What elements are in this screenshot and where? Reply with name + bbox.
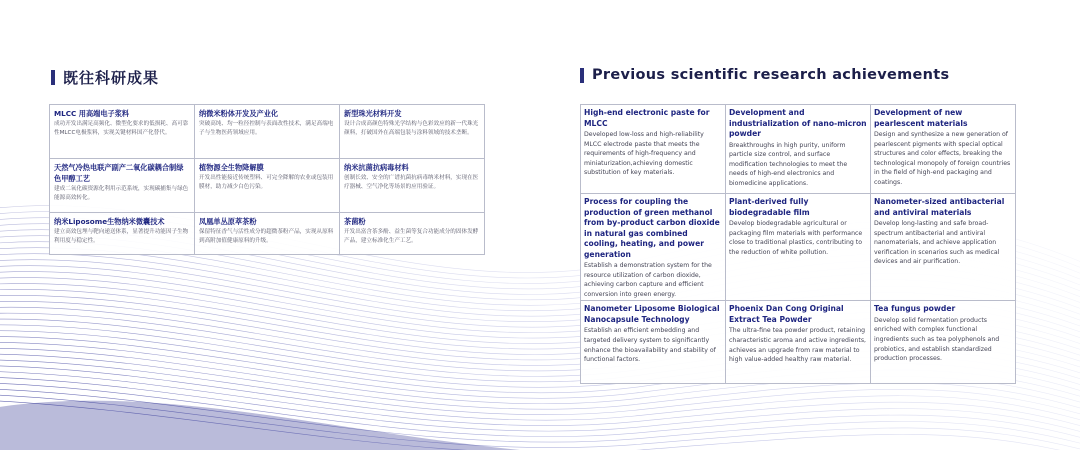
- cn-cell: [50, 105, 195, 159]
- cn-cell-desc: 突破高纯、均一粒径控制与表面改性技术，满足高端电子与生物医药领域应用。: [199, 121, 334, 136]
- cn-cell-title: 纳米Liposome生物纳米微囊技术: [54, 217, 165, 226]
- cn-cell: [340, 213, 485, 255]
- en-cell-title: Development of new pearlescent materials: [874, 108, 968, 128]
- cn-cell: [50, 159, 195, 213]
- en-cell-desc: Develop biodegradable agricultural or packaging film materials with performance close to traditional plastics, contributing to the reduction of white pollution.: [729, 220, 863, 256]
- cn-cell-title: 纳微米粉体开发及产业化: [199, 109, 279, 118]
- en-cell-desc: Establish a demonstration system for the resource utilization of carbon dioxide, achieving carbon capture and efficient conversion into green energy.: [584, 262, 712, 298]
- cn-cell-title: MLCC 用高端电子浆料: [54, 109, 130, 118]
- en-cell: [581, 301, 726, 384]
- en-cell-title: High-end electronic paste for MLCC: [584, 108, 710, 128]
- cn-cell: [195, 213, 340, 255]
- cn-cell-title: 茶菌粉: [344, 217, 366, 226]
- en-cell: [726, 301, 871, 384]
- cn-section-heading: [51, 67, 159, 88]
- cn-cell-desc: 设计合成高颜色特殊光学结构与色彩效应的新一代珠光颜料，打破国外在高端包装与涂料领域的技术垄断。: [344, 121, 479, 136]
- en-cell-title: Phoenix Dan Cong Original Extract Tea Powder: [729, 304, 844, 324]
- en-cell: [726, 105, 871, 194]
- cn-cell: [195, 105, 340, 159]
- en-cell: [726, 194, 871, 301]
- heading-accent-bar: [51, 70, 55, 85]
- cn-cell-title: 天然气冷热电联产副产二氧化碳耦合制绿色甲醇工艺: [54, 163, 184, 183]
- cn-cell-title: 纳米抗菌抗病毒材料: [344, 163, 409, 172]
- en-cell-desc: Develop long-lasting and safe broad-spectrum antibacterial and antiviral nanomaterials, and achieve application verification in scenarios such as medical devices and air purification.: [874, 220, 1000, 266]
- en-cell-desc: Establish an efficient embedding and targeted delivery system to significantly enhance the bioavailability and stability of functional factors.: [584, 327, 716, 364]
- cn-cell: [50, 213, 195, 255]
- cn-cell-title: 新型珠光材料开发: [344, 109, 402, 118]
- heading-accent-bar: [580, 68, 584, 83]
- cn-cell-desc: 建成二氧化碳资源化利用示范系统，实现碳捕集与绿色能源高效转化。: [54, 186, 189, 201]
- cn-cell-desc: 开发出性能接近传统塑料、可完全降解的农业或包装用膜材，助力减少白色污染。: [199, 175, 334, 190]
- cn-cell-desc: 创制长效、安全的广谱抗菌抗病毒纳米材料，实现在医疗器械、空气净化等场景的应用验证。: [344, 175, 479, 190]
- en-cell-desc: The ultra-fine tea powder product, retaining characteristic aroma and active ingredients, achieves an upgrade from raw material to high value-added healthy raw material.: [729, 327, 867, 364]
- en-cell-title: Plant-derived fully biodegradable film: [729, 197, 810, 217]
- cn-cell-desc: 保留特征香气与活性成分的超微茶粉产品，实现从原料到高附加值健康原料的升级。: [199, 229, 334, 244]
- cn-cell: [340, 105, 485, 159]
- cn-cell-title: 植物源全生物降解膜: [199, 163, 264, 172]
- cn-achievements-table: [49, 104, 485, 255]
- en-cell-title: Nanometer-sized antibacterial and antiviral materials: [874, 197, 1005, 217]
- cn-cell-desc: 建立高效包埋与靶向递送体系，显著提升功能因子生物利用度与稳定性。: [54, 229, 189, 244]
- cn-cell-title: 凤凰单丛原萃茶粉: [199, 217, 257, 226]
- en-section-heading: [580, 67, 949, 83]
- cn-section-title: 既往科研成果: [63, 69, 160, 87]
- wave-swoosh: [0, 401, 520, 450]
- en-cell: [581, 194, 726, 301]
- en-section-title: Previous scientific research achievements: [592, 67, 950, 83]
- en-cell-desc: Develop solid fermentation products enriched with complex functional ingredients such as tea polyphenols and probiotics, and establish standardized production processes.: [874, 316, 1000, 363]
- cn-cell: [340, 159, 485, 213]
- en-cell-title: Tea fungus powder: [874, 304, 956, 314]
- en-cell-title: Nanometer Liposome Biological Nanocapsule Technology: [584, 304, 720, 324]
- en-cell-title: Development and industrialization of nano-micron powder: [729, 108, 867, 138]
- en-cell-title: Process for coupling the production of green methanol from by-product carbon dioxide in natural gas combined cooling, heating, and power generation: [584, 197, 720, 259]
- en-cell-desc: Breakthroughs in high purity, uniform particle size control, and surface modification technologies to meet the needs of high-end electronics and biomedicine applications.: [729, 141, 848, 187]
- en-cell: [871, 301, 1016, 384]
- en-cell-desc: Developed low-loss and high-reliability MLCC electrode paste that meets the requirements of high-frequency and miniaturization,achieving domestic substitution of key materials.: [584, 131, 704, 177]
- en-cell: [581, 105, 726, 194]
- en-achievements-table: [580, 104, 1016, 384]
- cn-cell: [195, 159, 340, 213]
- cn-cell-desc: 开发出富含茶多酚、益生菌等复合功能成分的固体发酵产品，建立标准化生产工艺。: [344, 229, 479, 244]
- cn-cell-desc: 成功开发出满足高频化、微型化要求的低损耗、高可靠性MLCC电极浆料，实现关键材料国产化替代。: [54, 121, 189, 136]
- en-cell: [871, 105, 1016, 194]
- en-cell-desc: Design and synthesize a new generation of pearlescent pigments with special optical structures and color effects, breaking the technological monopoly of foreign countries in the field of high-end packaging and coatings.: [874, 131, 1011, 186]
- en-cell: [871, 194, 1016, 301]
